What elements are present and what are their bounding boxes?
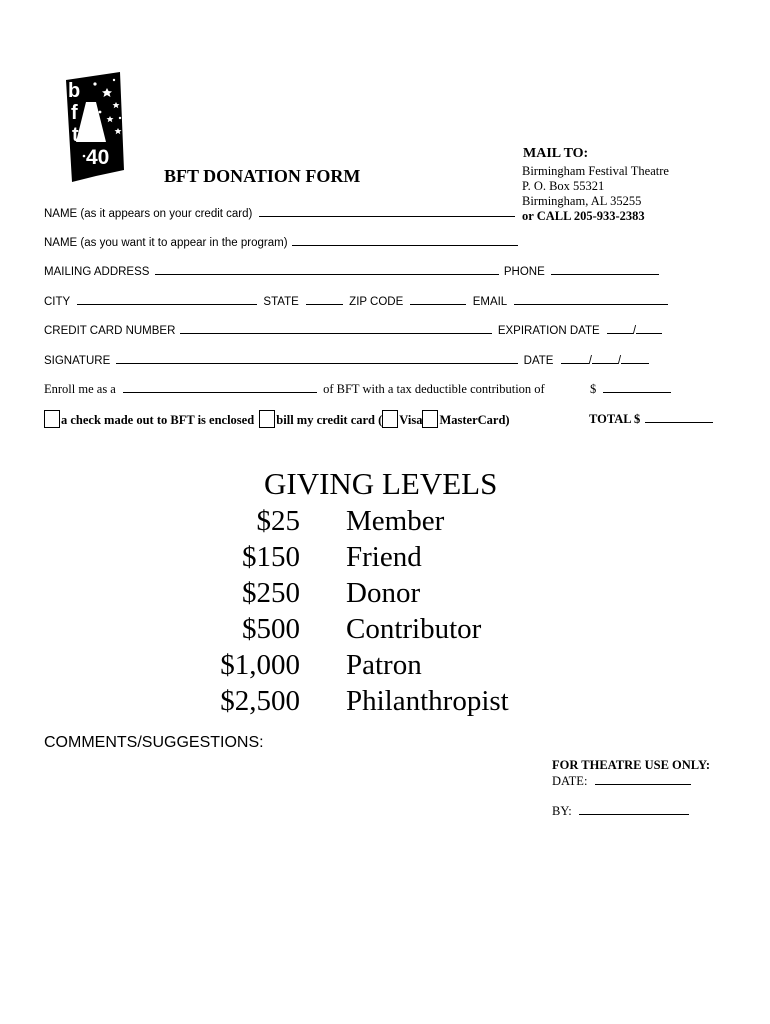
logo-letter-t: t <box>72 124 79 146</box>
mail-to-line: Birmingham, AL 35255 <box>522 194 642 208</box>
date-slash: / <box>588 355 592 367</box>
name-program-field[interactable] <box>292 234 518 246</box>
mail-to-heading: MAIL TO: <box>523 146 589 161</box>
name-program-label: NAME (as you want it to appear in the program) <box>44 237 288 249</box>
dollar-sign: $ <box>590 382 597 396</box>
city-field[interactable] <box>77 293 257 305</box>
mastercard-label: MasterCard) <box>439 413 510 427</box>
name-program-row <box>44 234 518 249</box>
check-checkbox[interactable] <box>44 410 60 428</box>
total-field[interactable] <box>645 411 713 423</box>
level-amount: $2,500 <box>220 685 300 717</box>
zip-field[interactable] <box>410 293 466 305</box>
card-number-label: CREDIT CARD NUMBER <box>44 325 176 337</box>
level-amount: $150 <box>242 541 300 573</box>
expiration-year-field[interactable] <box>636 322 662 334</box>
mail-to-block <box>519 146 669 224</box>
level-name: Donor <box>346 577 421 609</box>
comments-label: COMMENTS/SUGGESTIONS: <box>44 734 264 751</box>
date-day-field[interactable] <box>592 352 618 364</box>
comments-area[interactable] <box>44 756 534 956</box>
theatre-by-field[interactable] <box>579 803 689 815</box>
mail-to-line: P. O. Box 55321 <box>522 179 605 193</box>
visa-label: Visa <box>399 413 423 427</box>
enroll-row <box>44 381 545 397</box>
level-name: Patron <box>346 649 422 681</box>
name-card-row <box>44 205 515 220</box>
check-label: a check made out to BFT is enclosed <box>61 413 255 427</box>
logo-letter-f: f <box>71 102 78 124</box>
state-label: STATE <box>263 296 299 308</box>
mailing-address-label: MAILING ADDRESS <box>44 266 150 278</box>
date-month-field[interactable] <box>561 352 589 364</box>
card-row <box>44 322 662 337</box>
date-year-field[interactable] <box>621 352 649 364</box>
name-card-field[interactable] <box>259 205 515 217</box>
card-number-field[interactable] <box>180 322 492 334</box>
enroll-suffix: of BFT with a tax deductible contribution of <box>323 382 545 396</box>
total-row <box>589 411 713 427</box>
mail-to-line: Birmingham Festival Theatre <box>522 164 669 178</box>
level-name: Philanthropist <box>346 685 509 717</box>
date-label: DATE <box>523 355 554 367</box>
form-title: BFT DONATION FORM <box>164 166 361 186</box>
date-slash: / <box>632 325 637 337</box>
address-row <box>44 263 659 278</box>
credit-card-checkbox[interactable] <box>259 410 275 428</box>
giving-level <box>0 611 770 647</box>
email-label: EMAIL <box>472 296 507 308</box>
level-amount: $1,000 <box>220 649 300 681</box>
name-card-label: NAME (as it appears on your credit card) <box>44 208 253 220</box>
logo-letter-b: b <box>68 80 81 102</box>
signature-row <box>44 352 649 367</box>
signature-field[interactable] <box>116 352 518 364</box>
state-field[interactable] <box>306 293 343 305</box>
giving-level <box>0 575 770 611</box>
level-amount: $250 <box>242 577 300 609</box>
city-label: CITY <box>44 296 70 308</box>
giving-levels-title: GIVING LEVELS <box>264 466 498 501</box>
mailing-address-field[interactable] <box>155 263 499 275</box>
bft-logo <box>62 72 132 184</box>
theatre-use-block <box>552 758 710 819</box>
giving-levels-list <box>0 503 770 723</box>
level-name: Contributor <box>346 613 482 645</box>
date-slash: / <box>617 355 622 367</box>
theatre-by-label: BY: <box>552 804 572 818</box>
expiration-month-field[interactable] <box>607 322 633 334</box>
city-row <box>44 293 668 308</box>
contribution-amount <box>590 381 671 397</box>
level-amount: $500 <box>242 613 300 645</box>
membership-level-field[interactable] <box>123 381 317 393</box>
giving-level <box>0 647 770 683</box>
expiration-label: EXPIRATION DATE <box>497 325 600 337</box>
credit-card-label: bill my credit card ( <box>276 413 383 427</box>
contribution-amount-field[interactable] <box>603 381 671 393</box>
giving-level <box>0 683 770 719</box>
level-name: Member <box>346 505 445 537</box>
mastercard-checkbox[interactable] <box>422 410 438 428</box>
total-label: TOTAL $ <box>589 412 641 426</box>
giving-level <box>0 503 770 539</box>
phone-label: PHONE <box>503 266 545 278</box>
level-amount: $25 <box>256 505 300 537</box>
mail-to-call: or CALL 205-933-2383 <box>522 209 645 223</box>
zip-label: ZIP CODE <box>349 296 404 308</box>
enroll-prefix: Enroll me as a <box>44 382 116 396</box>
logo-number: 40 <box>86 146 110 169</box>
theatre-date-label: DATE: <box>552 774 588 788</box>
visa-checkbox[interactable] <box>382 410 398 428</box>
payment-row <box>44 410 510 428</box>
level-name: Friend <box>346 541 422 573</box>
signature-label: SIGNATURE <box>44 355 111 367</box>
phone-field[interactable] <box>551 263 659 275</box>
theatre-use-heading: FOR THEATRE USE ONLY: <box>552 758 711 772</box>
giving-level <box>0 539 770 575</box>
theatre-date-field[interactable] <box>595 773 691 785</box>
email-field[interactable] <box>514 293 668 305</box>
